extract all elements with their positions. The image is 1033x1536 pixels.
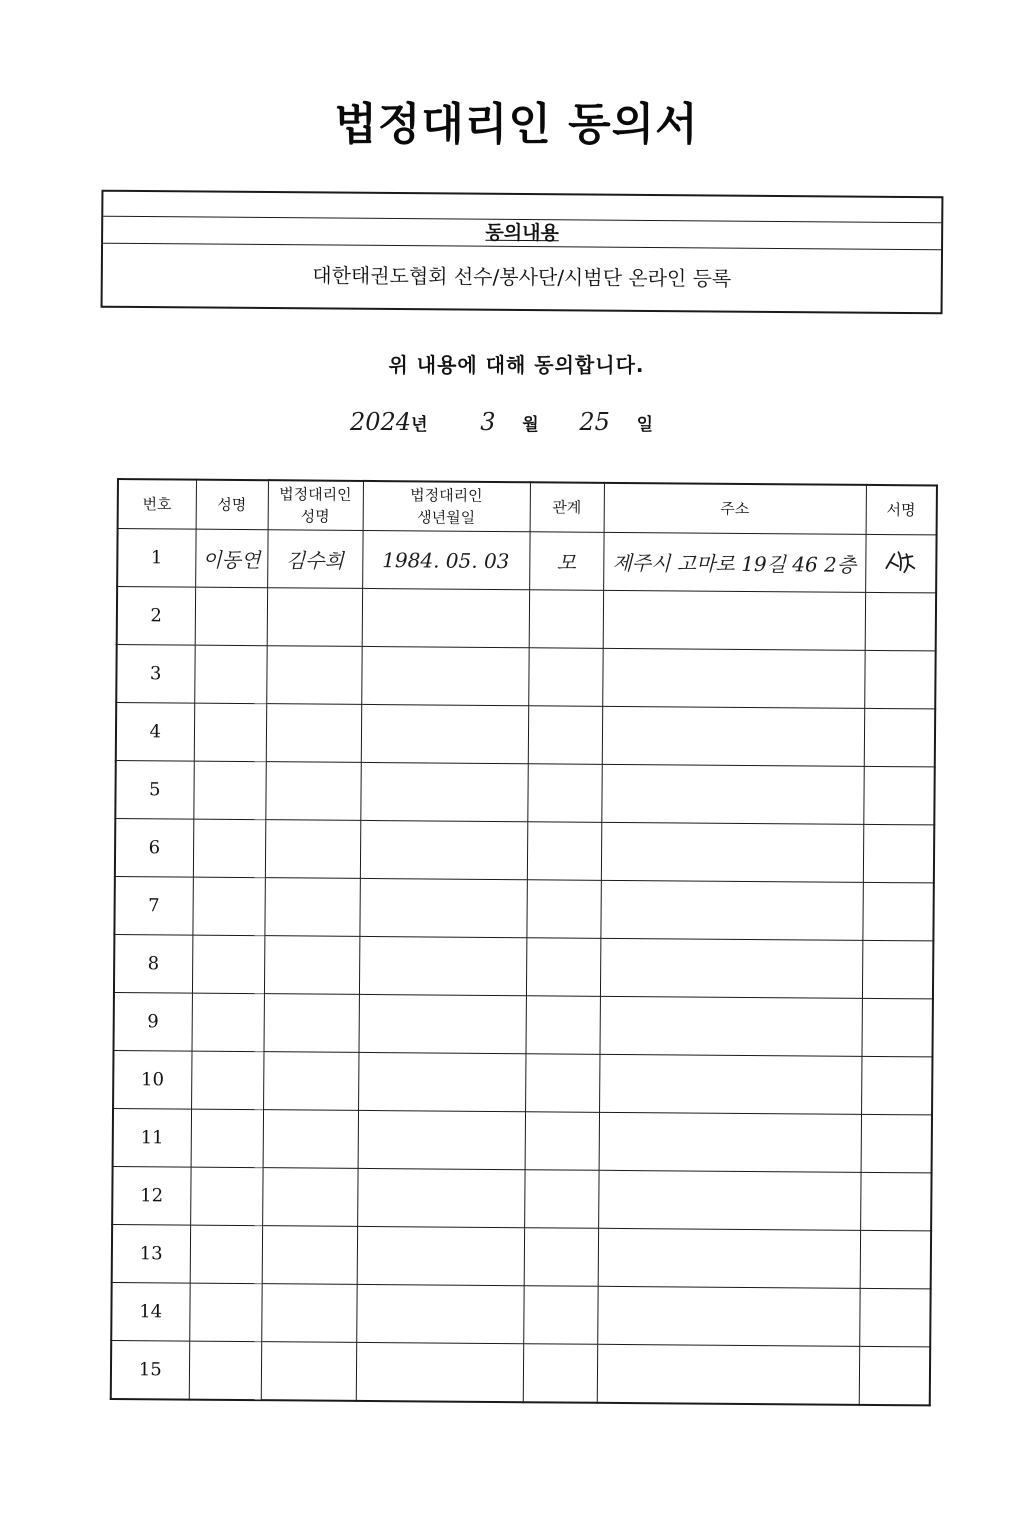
rep-birth-cell: [356, 1284, 523, 1343]
signature-cell: [862, 940, 933, 999]
table-row: [114, 876, 933, 940]
handwritten-signature: [883, 546, 919, 576]
signature-cell: [863, 824, 934, 883]
table-body: [111, 529, 937, 1406]
consent-header-label: 동의내용: [485, 221, 559, 245]
address-cell: [603, 590, 865, 650]
rep-name-cell: [267, 588, 362, 647]
address-cell: [603, 532, 865, 592]
signature-cell: [862, 882, 933, 941]
address-cell: [601, 764, 863, 824]
rep-birth-cell: [357, 1226, 524, 1285]
relation-cell: [524, 1228, 598, 1287]
date-year: 2024: [350, 408, 412, 436]
signature-cell: [864, 650, 935, 709]
table-row: [112, 1224, 931, 1288]
signature-cell: [860, 1172, 931, 1231]
relation-cell: [523, 1286, 597, 1345]
rep-birth-cell: [362, 588, 529, 647]
rep-birth-cell: [359, 936, 526, 995]
signature-cell: [861, 1114, 932, 1173]
col-header-rep-name: [268, 480, 363, 530]
row-number: 13: [112, 1224, 190, 1283]
rep-name-cell-text: 김수희: [285, 548, 344, 573]
rep-name-cell: [266, 646, 361, 705]
row-number: 14: [111, 1282, 189, 1341]
table-row: [112, 1166, 931, 1230]
address-cell: [601, 822, 863, 882]
signature-cell: [860, 1230, 931, 1289]
address-cell-text: 제주시 고마로 19길 46 2층: [612, 550, 857, 577]
participant-name-cell: [192, 935, 264, 994]
rep-name-cell: [262, 1226, 357, 1285]
relation-cell: [525, 1054, 599, 1113]
date-day-label: 일: [636, 415, 654, 435]
relation-cell: [529, 532, 603, 591]
table-row: [111, 1340, 930, 1405]
date-month-label: 월: [522, 415, 539, 435]
table-row: [115, 760, 934, 824]
rep-birth-cell: [356, 1342, 523, 1402]
relation-cell: [526, 880, 600, 939]
participant-name-cell: [195, 529, 267, 588]
participant-name-cell: [192, 877, 264, 936]
rep-name-cell: [264, 878, 359, 937]
rep-name-cell: [263, 1052, 358, 1111]
signature-cell: [865, 534, 936, 593]
page-title: 법정대리인 동의서: [334, 99, 699, 150]
representative-table: [110, 478, 938, 1406]
signature-cell: [861, 998, 932, 1057]
relation-cell: [525, 1112, 599, 1171]
relation-cell-text: 모: [556, 550, 577, 575]
rep-name-cell: [261, 1342, 356, 1401]
signature-cell: [865, 592, 936, 651]
signature-cell: [861, 1056, 932, 1115]
participant-name-cell: [193, 761, 265, 820]
table-row: [114, 992, 933, 1056]
row-number: 10: [113, 1050, 191, 1109]
rep-name-cell: [264, 936, 359, 995]
rep-name-cell: [262, 1168, 357, 1227]
address-cell: [599, 996, 861, 1056]
col-header-rep-birth-label: 법정대리인 생년월일: [410, 486, 483, 527]
row-number: 11: [113, 1108, 191, 1167]
participant-name-cell: [192, 993, 264, 1052]
relation-cell: [524, 1170, 598, 1229]
col-header-signature: 서명: [866, 485, 937, 535]
table-row: [115, 818, 934, 882]
address-cell: [602, 706, 864, 766]
relation-cell: [528, 648, 602, 707]
relation-cell: [529, 590, 603, 649]
relation-cell: [525, 996, 599, 1055]
table-row: [113, 1108, 932, 1172]
address-cell: [602, 648, 864, 708]
row-number: 1: [117, 529, 195, 588]
table-row: [116, 645, 935, 709]
signature-cell: [864, 708, 935, 767]
row-number: 7: [114, 876, 192, 935]
participant-name-cell: [189, 1283, 261, 1342]
address-cell: [599, 1112, 861, 1172]
consent-box: [101, 190, 944, 315]
rep-birth-cell-text: 1984. 05. 03: [382, 547, 510, 573]
participant-name-cell: [195, 587, 267, 646]
rep-birth-cell: [358, 1052, 525, 1111]
table-row: [117, 587, 936, 651]
participant-name-cell: [193, 819, 265, 878]
rep-birth-cell: [357, 1168, 524, 1227]
rep-birth-cell: [360, 762, 527, 821]
rep-name-cell: [263, 1110, 358, 1169]
participant-name-cell: [190, 1167, 262, 1226]
table-row: [114, 934, 933, 998]
col-header-relation: 관계: [530, 482, 604, 532]
relation-cell: [523, 1344, 597, 1403]
row-number: 3: [116, 645, 194, 704]
rep-name-cell: [265, 820, 360, 879]
rep-name-cell: [265, 762, 360, 821]
participant-name-cell-text: 이동연: [202, 547, 261, 573]
rep-birth-cell: [361, 646, 528, 705]
row-number: 15: [111, 1340, 189, 1399]
row-number: 9: [114, 992, 192, 1051]
signature-cell: [859, 1346, 930, 1405]
consent-header: [103, 216, 941, 251]
participant-name-cell: [191, 1109, 263, 1168]
participant-name-cell: [194, 645, 266, 704]
consent-date: [350, 408, 653, 436]
rep-name-cell: [266, 704, 361, 763]
participant-name-cell: [191, 1051, 263, 1110]
table-row: [113, 1050, 932, 1114]
col-header-rep-name-label: 법정대리인 성명: [279, 485, 352, 526]
row-number: 4: [116, 703, 194, 762]
col-header-no: 번호: [118, 479, 196, 529]
consent-body: 대한태권도협회 선수/봉사단/시범단 온라인 등록: [312, 263, 732, 291]
table-header-row: [118, 479, 937, 535]
address-cell: [599, 1054, 861, 1114]
participant-name-cell: [190, 1225, 262, 1284]
rep-birth-cell: [362, 530, 529, 589]
row-number: 8: [114, 934, 192, 993]
relation-cell: [526, 938, 600, 997]
address-cell: [600, 938, 862, 998]
col-header-name: 성명: [196, 480, 268, 530]
relation-cell: [527, 822, 601, 881]
rep-name-cell: [267, 530, 362, 589]
rep-birth-cell: [359, 878, 526, 937]
address-cell: [597, 1286, 859, 1346]
date-month: 3: [480, 408, 496, 436]
row-number: 12: [112, 1166, 190, 1225]
address-cell: [597, 1344, 859, 1405]
address-cell: [600, 880, 862, 940]
address-cell: [598, 1170, 860, 1230]
table-row: [117, 529, 936, 593]
date-year-label: 년: [411, 415, 428, 435]
agree-statement: 위 내용에 대해 동의합니다.: [388, 353, 645, 377]
row-number: 5: [115, 760, 193, 819]
table-row: [116, 703, 935, 767]
rep-birth-cell: [360, 820, 527, 879]
signature-cell: [863, 766, 934, 825]
row-number: 6: [115, 818, 193, 877]
address-cell: [598, 1228, 860, 1288]
participant-name-cell: [194, 703, 266, 762]
table-row: [111, 1282, 930, 1346]
rep-name-cell: [261, 1284, 356, 1343]
rep-birth-cell: [361, 704, 528, 763]
signature-cell: [859, 1288, 930, 1347]
participant-name-cell: [189, 1341, 261, 1400]
row-number: 2: [117, 587, 195, 646]
date-day: 25: [579, 408, 610, 436]
relation-cell: [527, 764, 601, 823]
col-header-rep-birth: [363, 481, 530, 532]
rep-birth-cell: [358, 1110, 525, 1169]
rep-birth-cell: [358, 994, 525, 1053]
rep-name-cell: [263, 994, 358, 1053]
relation-cell: [528, 706, 602, 765]
col-header-address: 주소: [604, 483, 866, 535]
